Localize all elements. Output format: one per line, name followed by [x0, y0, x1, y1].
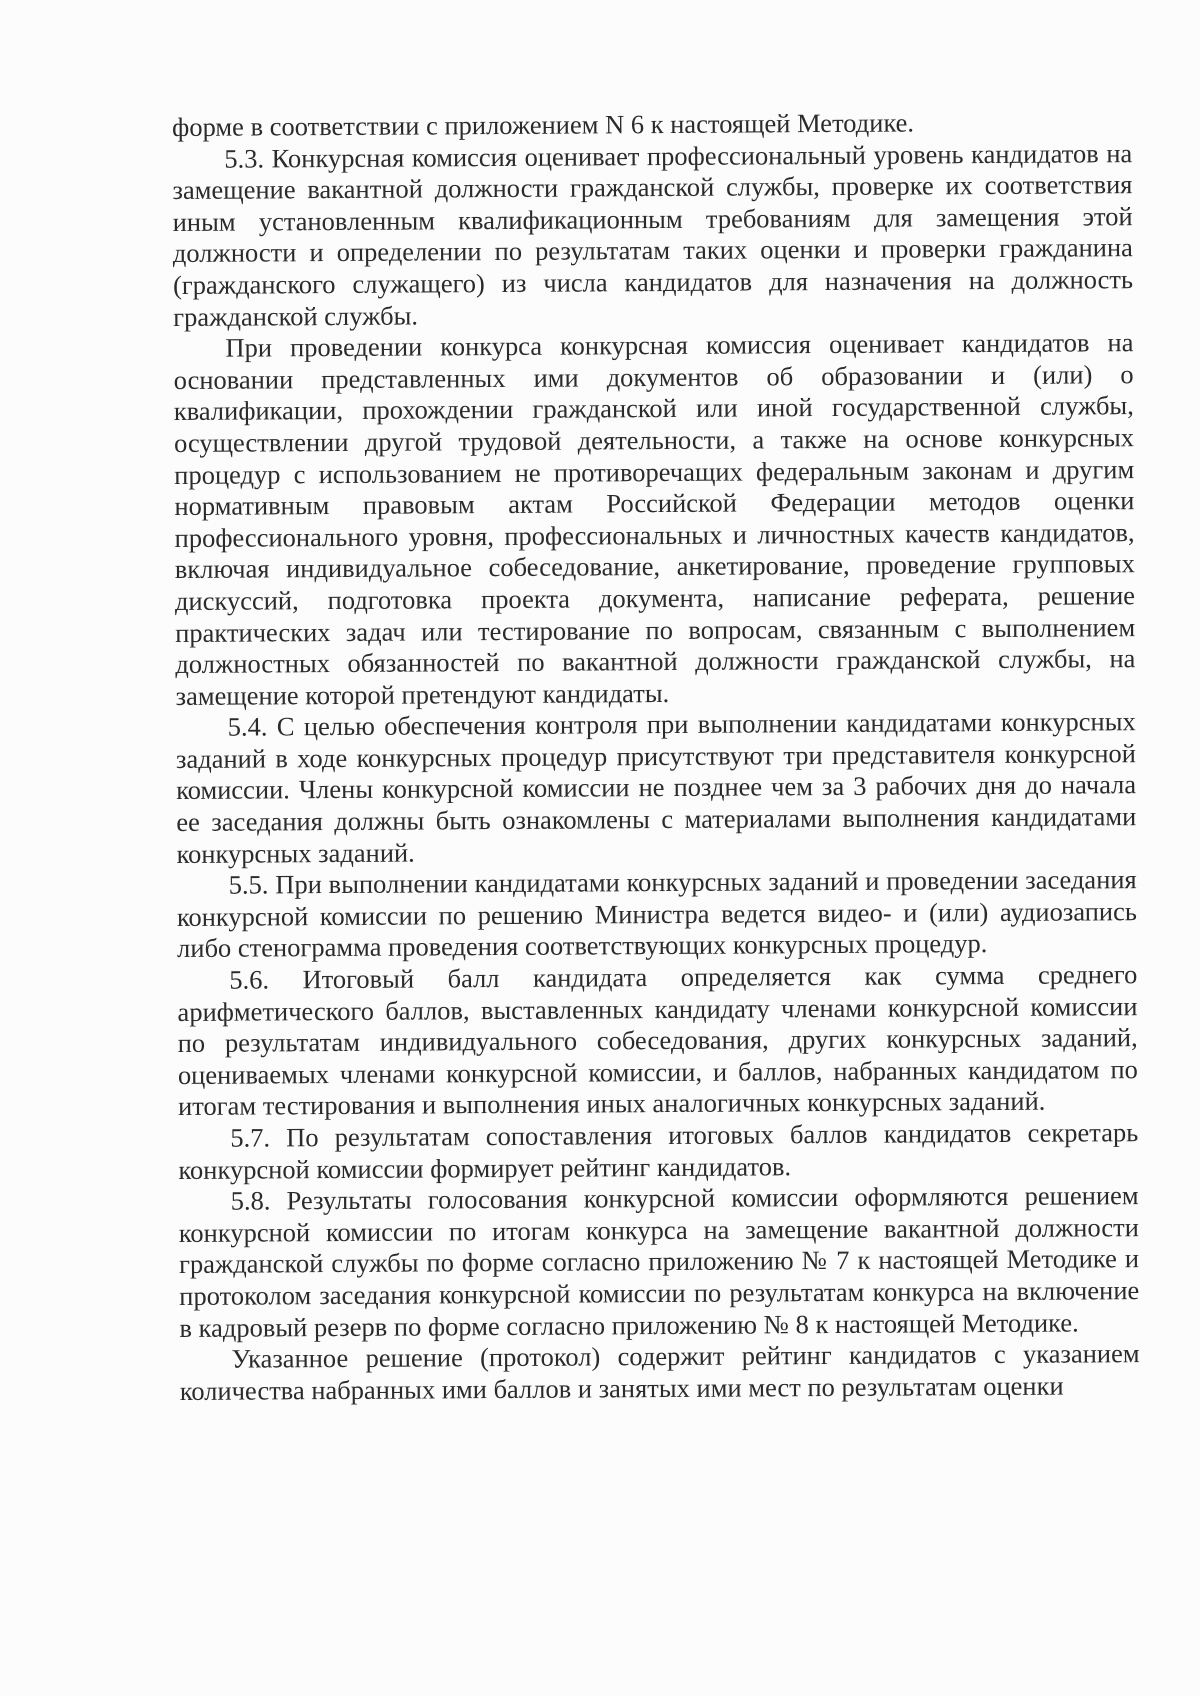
- paragraph-5-8: 5.8. Результаты голосования конкурсной комиссии оформляются решением конкурсной комиссии по итогам конкурса на замещение вакантной должности гражданской службы по форме согласно приложению № 7 к настоящей Методике и протоколом заседания конкурсной комиссии по результатам конкурса на включение в кадровый резерв по форме согласно приложению № 8 к настоящей Методике.: [178, 1180, 1140, 1343]
- paragraph-5-5: 5.5. При выполнении кандидатами конкурсных заданий и проведении заседания конкурсной комиссии по решению Министра ведется видео- и (или) аудиозапись либо стенограмма проведения соответствующих конкурсных процедур.: [176, 864, 1137, 964]
- paragraph-5-7: 5.7. По результатам сопоставления итоговых баллов кандидатов секретарь конкурсной комиссии формирует рейтинг кандидатов.: [178, 1117, 1139, 1185]
- paragraph-decision-rating: Указанное решение (протокол) содержит рейтинг кандидатов с указанием количества набранных ими баллов и занятых ими мест по результатам оценки: [179, 1338, 1140, 1406]
- paragraph-5-3: 5.3. Конкурсная комиссия оценивает профессиональный уровень кандидатов на замещение вакантной должности гражданской службы, проверке их соответствия иным установленным квалификационным требованиям для замещения этой должности и определении по результатам таких оценки и проверки гражданина (гражданского служащего) из числа кандидатов для назначения на должность гражданской службы.: [172, 137, 1134, 332]
- document-body: [172, 106, 1140, 1407]
- paragraph-competition-evaluation: При проведении конкурса конкурсная комиссия оценивает кандидатов на основании представленных ими документов об образовании и (или) о квалификации, прохождении гражданской или иной государственной службы, осуществлении другой трудовой деятельности, а также на основе конкурсных процедур с использованием не противоречащих федеральным законам и другим нормативным правовым актам Российской Федерации методов оценки профессионального уровня, профессиональных и личностных качеств кандидатов, включая индивидуальное собеседование, анкетирование, проведение групповых дискуссий, подготовка проекта документа, написание реферата, решение практических задач или тестирование по вопросам, связанным с выполнением должностных обязанностей по вакантной должности гражданской службы, на замещение которой претендуют кандидаты.: [173, 327, 1136, 711]
- paragraph-continuation: форме в соответствии с приложением N 6 к настоящей Методике.: [172, 107, 915, 142]
- paragraph-5-6: 5.6. Итоговый балл кандидата определяется как сумма среднего арифметического баллов, выставленных кандидату членами конкурсной комиссии по результатам индивидуального собеседования, других конкурсных заданий, оцениваемых членами конкурсной комиссии, и баллов, набранных кандидатом по итогам тестирования и выполнения иных аналогичных конкурсных заданий.: [177, 959, 1138, 1122]
- paragraph-5-4: 5.4. С целью обеспечения контроля при выполнении кандидатами конкурсных заданий в ходе конкурсных процедур присутствуют три представителя конкурсной комиссии. Члены конкурсной комиссии не позднее чем за 3 рабочих дня до начала ее заседания должны быть ознакомлены с материалами выполнения кандидатами конкурсных заданий.: [175, 706, 1137, 869]
